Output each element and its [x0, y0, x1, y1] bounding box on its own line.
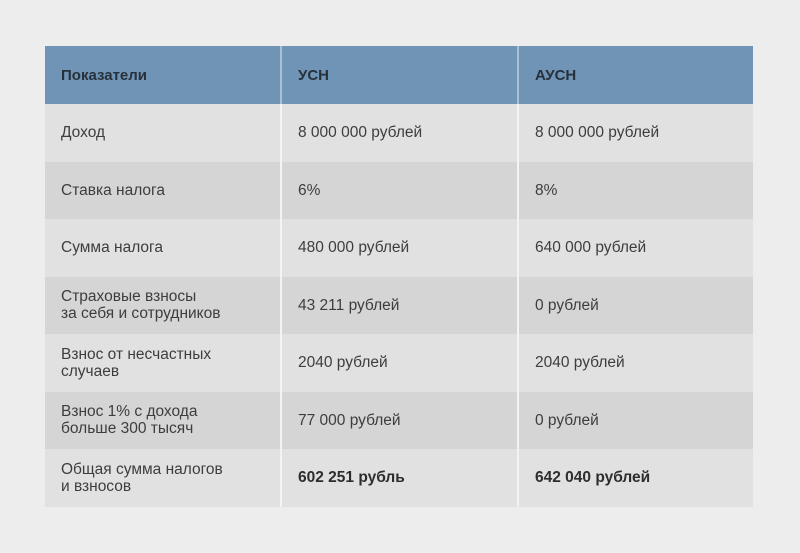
- header-usn: УСН: [280, 46, 517, 104]
- row-label: Общая сумма налогов и взносов: [61, 460, 223, 495]
- ausn-value: 0 рублей: [517, 277, 753, 335]
- usn-value: 2040 рублей: [280, 334, 517, 392]
- table-header-row: [45, 46, 753, 104]
- ausn-value: 8 000 000 рублей: [517, 104, 753, 162]
- usn-value: 43 211 рублей: [280, 277, 517, 335]
- row-label: Взнос от несчастных случаев: [61, 345, 212, 380]
- table-row-one-percent: [45, 392, 753, 450]
- row-label: Страховые взносы за себя и сотрудников: [61, 288, 221, 323]
- table-row-accident: [45, 334, 753, 392]
- header-ausn: АУСН: [517, 46, 753, 104]
- ausn-value: 8%: [517, 162, 753, 220]
- ausn-value: 0 рублей: [517, 392, 753, 450]
- table-row-total: [45, 449, 753, 507]
- header-indicators: Показатели: [61, 66, 148, 84]
- row-label: Доход: [61, 124, 106, 142]
- tax-comparison-table: [45, 46, 753, 507]
- table-row-income: [45, 104, 753, 162]
- ausn-value: 2040 рублей: [517, 334, 753, 392]
- ausn-value: 640 000 рублей: [517, 219, 753, 277]
- table-row-tax-amount: [45, 219, 753, 277]
- ausn-total-value: 642 040 рублей: [517, 449, 753, 507]
- table-row-tax-rate: [45, 162, 753, 220]
- usn-total-value: 602 251 рубль: [280, 449, 517, 507]
- usn-value: 6%: [280, 162, 517, 220]
- usn-value: 8 000 000 рублей: [280, 104, 517, 162]
- row-label: Сумма налога: [61, 239, 163, 257]
- usn-value: 77 000 рублей: [280, 392, 517, 450]
- row-label: Ставка налога: [61, 181, 165, 199]
- table-row-insurance: [45, 277, 753, 335]
- usn-value: 480 000 рублей: [280, 219, 517, 277]
- row-label: Взнос 1% с дохода больше 300 тысяч: [61, 403, 198, 438]
